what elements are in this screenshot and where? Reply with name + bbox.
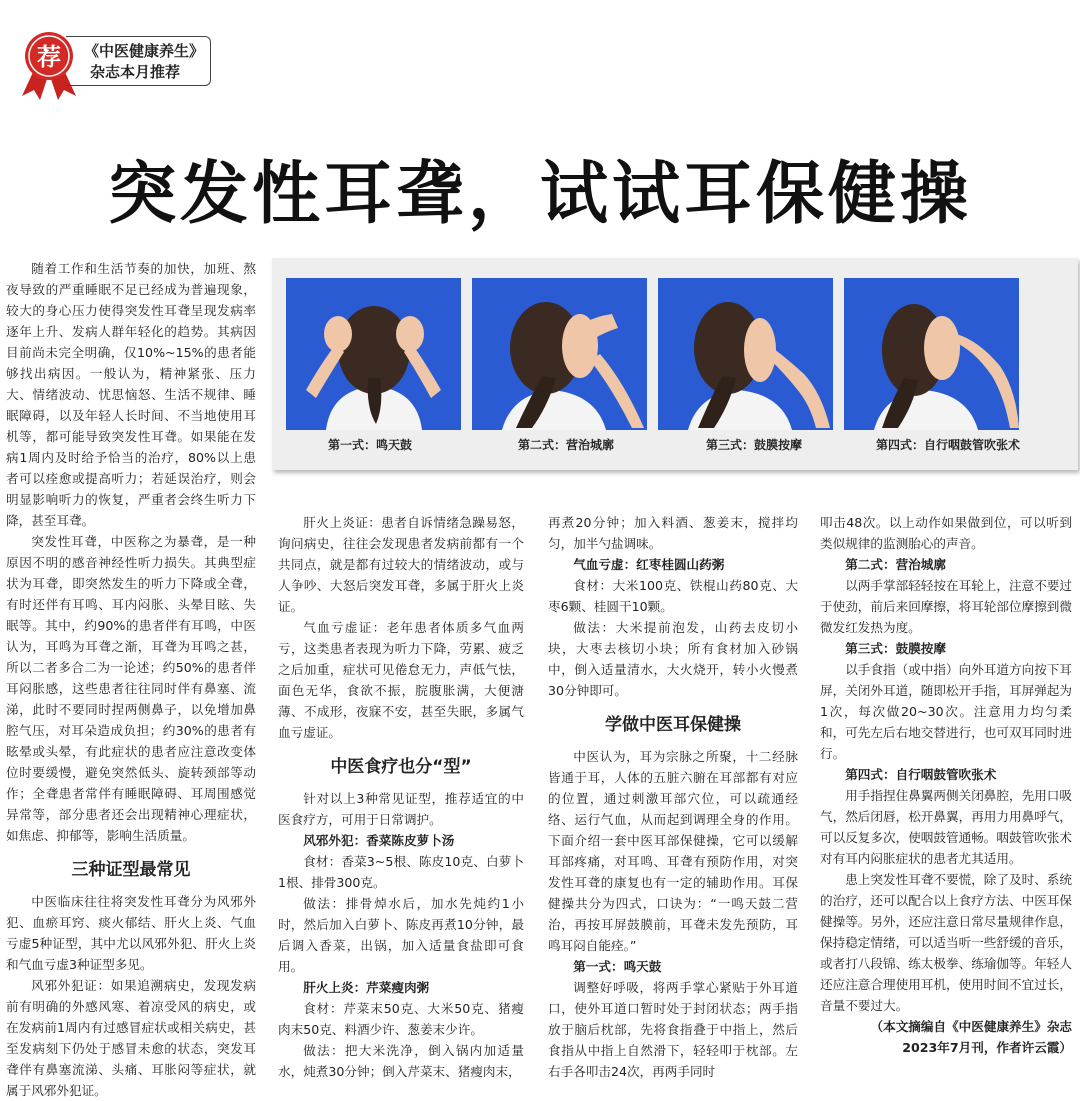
section-heading-types: 三种证型最常见 bbox=[71, 860, 191, 880]
step-1-text-cont: 叩击48次。以上动作如果做到位，可以听到类似规律的监测胎心的声音。 bbox=[820, 515, 1072, 551]
recipe-2-method-cont: 再煮20分钟；加入料酒、葱姜末，搅拌均匀，加半勺盐调味。 bbox=[548, 515, 798, 551]
recommend-text: 杂志本月推荐 bbox=[90, 63, 181, 81]
finger-press-ear-photo bbox=[658, 278, 833, 430]
column-2 bbox=[278, 512, 524, 1082]
section-heading-exercise: 学做中医耳保健操 bbox=[605, 715, 741, 735]
recipe-3-method: 做法：大米提前泡发，山药去皮切小块，大枣去核切小块；所有食材加入砂锅中，倒入适量清水，大火烧开，转小火慢煮30分钟即可。 bbox=[548, 620, 798, 698]
figure-caption-3: 第三式：鼓膜按摩 bbox=[706, 438, 803, 452]
figure-caption-2: 第二式：营治城廓 bbox=[518, 438, 615, 452]
palms-rub-ear-photo bbox=[472, 278, 647, 430]
intro-paragraph: 随着工作和生活节奏的加快，加班、熬夜导致的严重睡眠不足已经成为普遍现象，较大的身心压力使得突发性耳聋呈现发病率逐年上升、发病人群年轻化的趋势。其病因目前尚未完全明确，仅10%~15%的患者能够找出病因。一般认为，精神紧张、压力大、情绪波动、忧思恼怒、生活不规律、睡眠障碍，以及年轻人长时间、不当地使用耳机等，都可能导致突发性耳聋。如果能在发病1周内及时给予恰当的治疗，80%以上患者可以痊愈或提高听力；若延误治疗，则会明显影响听力的恢复，严重者会终生听力下降，甚至耳聋。 bbox=[6, 261, 256, 528]
step-4-text: 用手指捏住鼻翼两侧关闭鼻腔，先用口吸气，然后闭唇，松开鼻翼，再用力用鼻呼气，可以反复多次，使咽鼓管通畅。咽鼓管吹张术对有耳内闷胀症状的患者尤其适用。 bbox=[820, 788, 1072, 866]
source-line-2: 2023年7月刊，作者许云霞） bbox=[902, 1040, 1072, 1055]
figure-caption-4: 第四式：自行咽鼓管吹张术 bbox=[876, 438, 1021, 452]
liver-fire-paragraph: 肝火上炎证：患者自诉情绪急躁易怒，询问病史，往往会发现患者发病前都有一个共同点，就是都有过较大的情绪波动，或与人争吵、大怒后突发耳聋，多属于肝火上炎证。 bbox=[278, 515, 524, 614]
recipe-title-3: 气血亏虚：红枣桂圆山药粥 bbox=[573, 557, 725, 572]
closing-paragraph: 患上突发性耳聋不要慌，除了及时、系统的治疗，还可以配合以上食疗方法、中医耳保健操等。另外，还应注意日常尽量规律作息，保持稳定情绪，可以适当听一些舒缓的音乐，或者打八段锦、练太极拳、练瑜伽等。年轻人还应注意合理使用耳机，使用时间不宜过长，音量不要过大。 bbox=[820, 872, 1072, 1013]
article-headline: 突发性耳聋，试试耳保健操 bbox=[107, 155, 972, 234]
symptom-paragraph: 突发性耳聋，中医称之为暴聋，是一种原因不明的感音神经性听力损失。其典型症状为耳聋，即突然发生的听力下降或全聋，有时还伴有耳鸣、耳内闷胀、头晕目眩、失眠等。其中，约90%的患者伴有耳鸣，中医认为，耳鸣为耳聋之渐，耳聋为耳鸣之甚，所以二者多合二为一论述；约50%的患者伴耳闷胀感，这些患者往往同时伴有鼻塞、流涕，此时不要同时捏两侧鼻子，以免增加鼻腔气压，对耳朵造成负担；约30%的患者有眩晕或头晕，有此症状的患者应注意改变体位时要缓慢，避免突然低头、旋转颈部等动作；全聋患者常伴有睡眠障碍、耳周围感觉异常等，部分患者还会出现精神心理症状，如焦虑、抑郁等，影响生活质量。 bbox=[6, 534, 256, 843]
step-4-title: 第四式：自行咽鼓管吹张术 bbox=[845, 767, 997, 782]
recommend-box bbox=[66, 36, 211, 86]
diet-intro: 针对以上3种常见证型，推荐适宜的中医食疗方，可用于日常调护。 bbox=[278, 791, 524, 827]
step-2-text: 以两手掌部轻轻按在耳轮上，注意不要过于使劲，前后来回摩擦，将耳轮部位摩擦到微微发红发热为度。 bbox=[820, 578, 1072, 635]
step-1-text: 调整好呼吸，将两手掌心紧贴于外耳道口，使外耳道口暂时处于封闭状态；两手指放于脑后枕部，先将食指叠于中指上，然后食指从中指上自然滑下，轻轻叩于枕部。左右手各叩击24次，再两手同时 bbox=[548, 980, 798, 1079]
step-3-text: 以手食指（或中指）向外耳道方向按下耳屏，关闭外耳道，随即松开手指，耳屏弹起为1次，每次做20~30次。注意用力均匀柔和，可先左后右地交替进行，也可双耳同时进行。 bbox=[820, 662, 1072, 761]
qi-blood-paragraph: 气血亏虚证：老年患者体质多气血两亏，这类患者表现为听力下降，劳累、疲乏之后加重，症状可见倦怠无力，声低气怯，面色无华，食欲不振，脘腹胀满，大便溏薄、不成形，夜寐不安，甚至失眠，多属气血亏虚证。 bbox=[278, 620, 524, 740]
wind-type-paragraph: 风邪外犯证：如果追溯病史，发现发病前有明确的外感风寒、着凉受风的病史，或在发病前1周内有过感冒症状或相关病史，甚至发病刻下仍处于感冒未愈的状态，突发耳聋伴有鼻塞流涕、头痛、耳胀闷等症状，就属于风邪外犯证。 bbox=[6, 978, 256, 1098]
exercise-photo-strip bbox=[272, 258, 1078, 470]
magazine-name: 《中医健康养生》 bbox=[84, 42, 205, 60]
step-2-title: 第二式：营治城廓 bbox=[845, 557, 946, 572]
recipe-3-ingredients: 食材：大米100克、铁棍山药80克、大枣6颗、桂圆干10颗。 bbox=[548, 578, 798, 614]
column-3 bbox=[548, 512, 798, 1082]
types-paragraph: 中医临床往往将突发性耳聋分为风邪外犯、血瘀耳窍、痰火郁结、肝火上炎、气血亏虚5种证型，其中尤以风邪外犯、肝火上炎和气血亏虚3种证型多见。 bbox=[6, 894, 256, 972]
step-3-title: 第三式：鼓膜按摩 bbox=[845, 641, 946, 656]
recipe-2-method: 做法：把大米洗净，倒入锅内加适量水，炖煮30分钟；倒入芹菜末、猪瘦肉末， bbox=[278, 1043, 524, 1079]
pinch-nose-photo bbox=[844, 278, 1019, 430]
step-1-title: 第一式：鸣天鼓 bbox=[573, 959, 662, 974]
source-line-1: （本文摘编自《中医健康养生》杂志 bbox=[870, 1019, 1072, 1034]
recipe-title-2: 肝火上炎：芹菜瘦肉粥 bbox=[303, 980, 430, 995]
recipe-title-1: 风邪外犯：香菜陈皮萝卜汤 bbox=[303, 833, 455, 848]
column-4 bbox=[820, 512, 1072, 1058]
recipe-2-ingredients: 食材：芹菜末50克、大米50克、猪瘦肉末50克、料酒少许、葱姜末少许。 bbox=[278, 1001, 524, 1037]
hands-over-ears-photo bbox=[286, 278, 461, 430]
exercise-intro: 中医认为，耳为宗脉之所聚，十二经脉皆通于耳，人体的五脏六腑在耳部都有对应的位置，通过刺激耳部穴位，可以疏通经络、运行气血，从而起到调理全身的作用。下面介绍一套中医耳部保健操，它可以缓解耳部疼痛，对耳鸣、耳聋有预防作用，对突发性耳聋的康复也有一定的辅助作用。耳保健操共分为四式，口诀为：“一鸣天鼓二营治，再按耳屏鼓膜前，耳聋未发先预防，耳鸣耳闷自能痊。” bbox=[548, 749, 798, 953]
column-1 bbox=[6, 258, 256, 1101]
badge-char: 荐 bbox=[37, 43, 61, 71]
recipe-1-method: 做法：排骨焯水后，加水先炖约1小时，然后加入白萝卜、陈皮再煮10分钟，最后调入香菜，出锅，加入适量食盐即可食用。 bbox=[278, 896, 524, 974]
section-heading-diet: 中医食疗也分“型” bbox=[330, 757, 472, 777]
recipe-1-ingredients: 食材：香菜3~5根、陈皮10克、白萝卜1根、排骨300克。 bbox=[278, 854, 524, 890]
figure-caption-1: 第一式：鸣天鼓 bbox=[328, 438, 413, 452]
